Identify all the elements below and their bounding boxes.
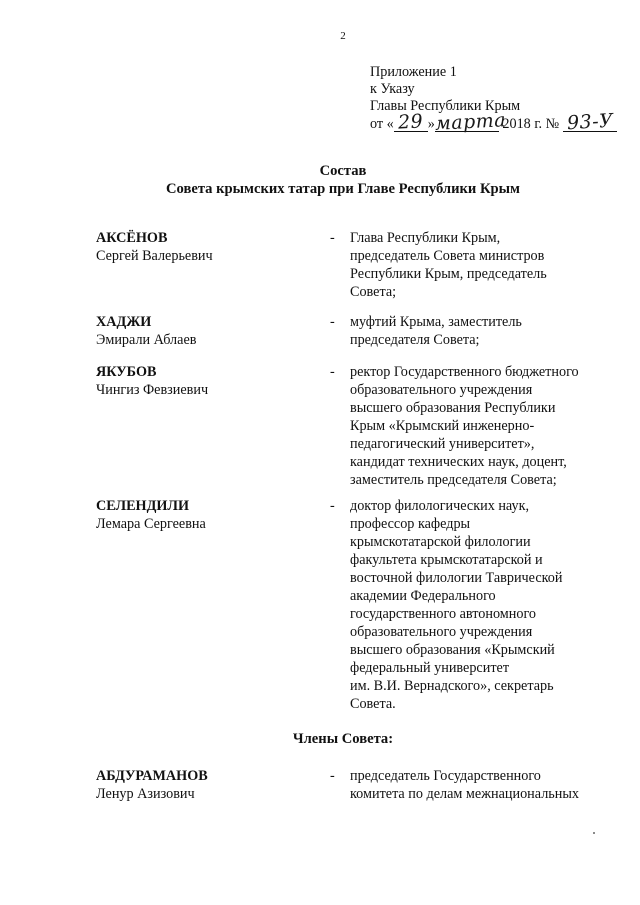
member-position [350, 313, 610, 349]
member-surname: СЕЛЕНДИЛИ [96, 498, 189, 514]
member-given-name: Лемара Сергеевна [96, 516, 206, 532]
member-position [350, 497, 610, 713]
member-position [350, 767, 610, 803]
position-line: государственного автономного [350, 606, 537, 622]
appendix-date-line [370, 109, 617, 135]
position-line: им. В.И. Вернадского», секретарь [350, 678, 554, 694]
position-line: профессор кафедры [350, 516, 471, 532]
position-line: председатель Государственного [350, 768, 541, 784]
scan-speck [593, 832, 595, 834]
handwritten-month: марта [434, 109, 507, 135]
position-line: заместитель председателя Совета; [350, 472, 557, 488]
position-line: председатель Совета министров [350, 248, 545, 264]
date-prefix: от « [370, 116, 394, 132]
position-line: доктор филологических наук, [350, 498, 530, 514]
document-subtitle: Совета крымских татар при Главе Республики Крым [165, 181, 520, 197]
member-given-name: Сергей Валерьевич [96, 248, 213, 264]
member-surname: ХАДЖИ [96, 314, 152, 330]
date-day-field [394, 110, 428, 134]
position-line: Республики Крым, председатель [350, 266, 547, 282]
handwritten-day: 29 [397, 110, 424, 134]
member-surname: ЯКУБОВ [96, 364, 157, 380]
member-given-name: Чингиз Февзиевич [96, 382, 209, 398]
member-dash: - [330, 230, 335, 246]
position-line: ректор Государственного бюджетного [350, 364, 579, 380]
position-line: крымскотатарской филологии [350, 534, 531, 550]
position-line: образовательного учреждения [350, 382, 533, 398]
date-quote-close: » [427, 116, 435, 132]
position-line: высшего образования Республики [350, 400, 556, 416]
member-surname: АБДУРАМАНОВ [96, 768, 208, 784]
position-line: председателя Совета; [350, 332, 480, 348]
member-position [350, 363, 610, 489]
position-line: образовательного учреждения [350, 624, 533, 640]
member-dash: - [330, 314, 335, 330]
member-dash: - [330, 364, 335, 380]
member-given-name: Ленур Азизович [96, 786, 195, 802]
member-given-name: Эмирали Аблаев [96, 332, 197, 348]
member-surname: АКСЁНОВ [96, 230, 168, 246]
members-heading: Члены Совета: [292, 731, 394, 747]
decree-number-field [563, 109, 617, 135]
date-year: 2018 г. № [502, 116, 560, 132]
appendix-line-1: Приложение 1 [370, 64, 457, 80]
position-line: Глава Республики Крым, [350, 230, 501, 246]
member-position [350, 229, 610, 301]
position-line: Совета. [350, 696, 396, 712]
position-line: Крым «Крымский инженерно- [350, 418, 535, 434]
position-line: факультета крымскотатарской и [350, 552, 543, 568]
member-dash: - [330, 768, 335, 784]
appendix-line-2: к Указу [370, 81, 415, 97]
position-line: высшего образования «Крымский [350, 642, 555, 658]
position-line: академии Федерального [350, 588, 496, 604]
position-line: Совета; [350, 284, 397, 300]
handwritten-decree-number: 93-У [566, 109, 614, 135]
position-line: комитета по делам межнациональных [350, 786, 579, 802]
member-dash: - [330, 498, 335, 514]
position-line: педагогический университет», [350, 436, 535, 452]
page-number: 2 [340, 30, 346, 42]
position-line: кандидат технических наук, доцент, [350, 454, 567, 470]
appendix-line-3: Главы Республики Крым [370, 98, 521, 114]
date-month-field [434, 109, 507, 135]
position-line: муфтий Крыма, заместитель [350, 314, 522, 330]
position-line: восточной филологии Таврической [350, 570, 563, 586]
position-line: федеральный университет [350, 660, 510, 676]
document-title: Состав [319, 163, 367, 179]
appendix-block [370, 64, 617, 133]
